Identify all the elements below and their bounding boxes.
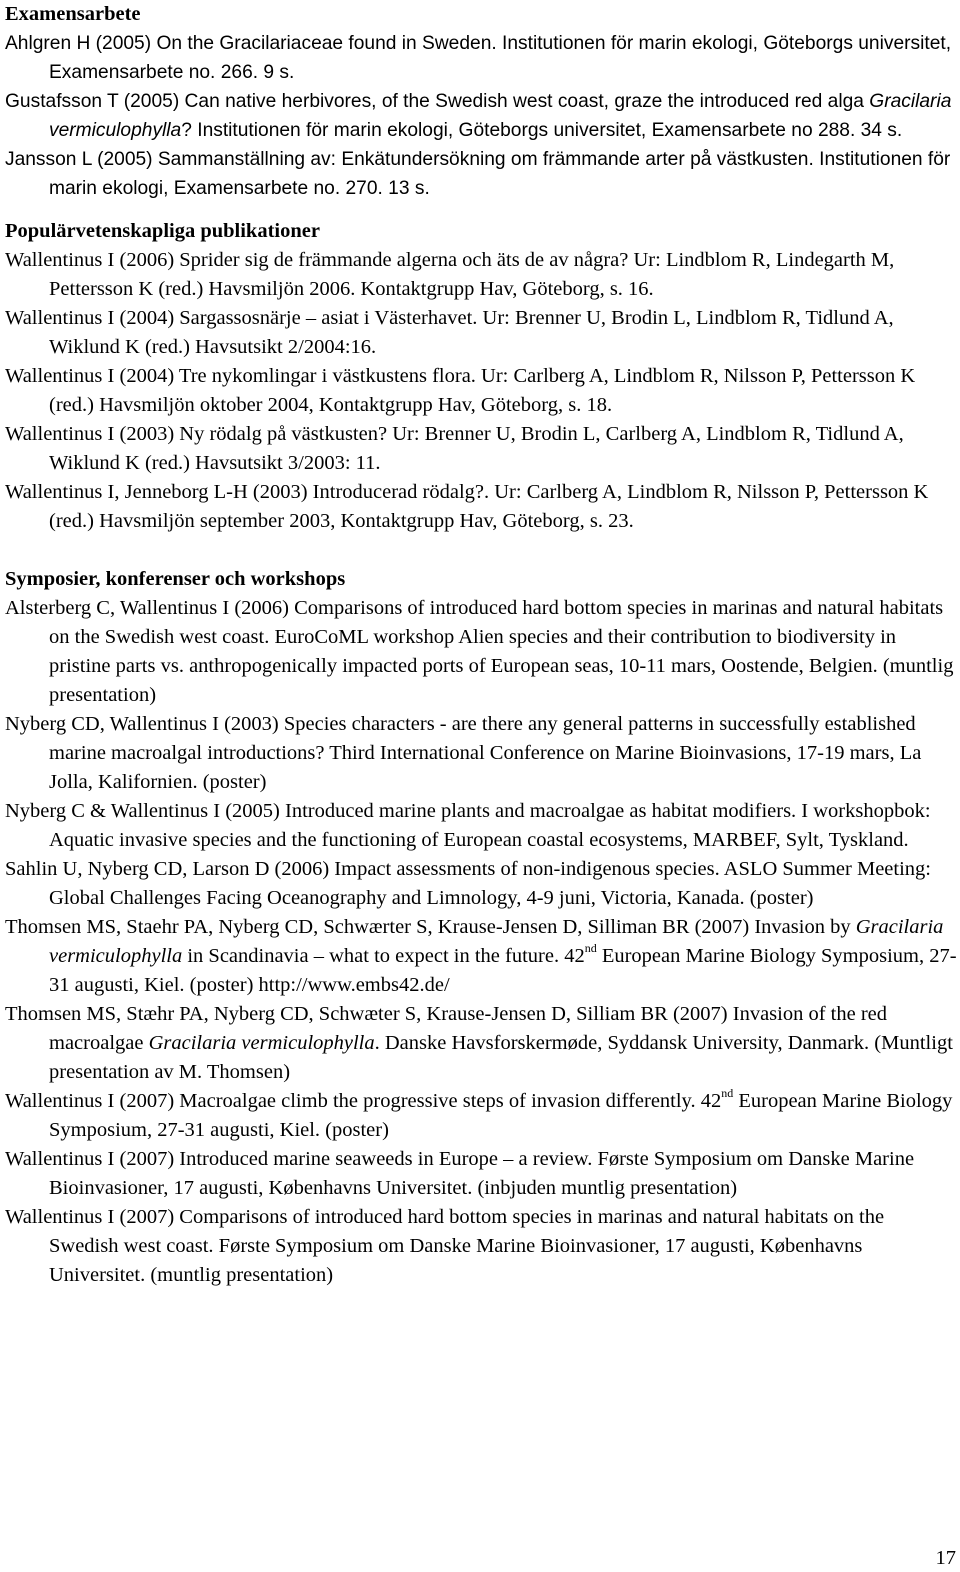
reference-text: Wallentinus I, Jenneborg L-H (2003) Introducerad rödalg?. Ur: Carlberg A, Lindblom R, Nilsson P, Pettersson K (red.) Havsmiljön september 2003, Kontaktgrupp Hav, Göteborg, s. 23. <box>5 481 929 532</box>
reference-entry <box>5 87 957 145</box>
reference-text: European Marine Biology Symposium, 27-31 augusti, Kiel. (poster) <box>49 1090 953 1141</box>
reference-text: in Scandinavia – what to expect in the future. 42 <box>182 945 585 967</box>
reference-text: Jansson L (2005) Sammanställning av: Enkätundersökning om främmande arter på västkusten. Institutionen för marin ekologi, Examensarbete no. 270. 13 s. <box>5 149 951 199</box>
section-heading: Populärvetenskapliga publikationer <box>5 220 320 242</box>
reference-text: Wallentinus I (2007) Macroalgae climb the progressive steps of invasion differently. 42 <box>5 1090 722 1112</box>
reference-entry <box>5 420 957 478</box>
reference-entry <box>5 362 957 420</box>
reference-entry <box>5 594 957 710</box>
ordinal-suffix: nd <box>721 1086 734 1101</box>
reference-text: Wallentinus I (2007) Introduced marine seaweeds in Europe – a review. Første Symposium om Danske Marine Bioinvasioner, 17 augusti, Københavns Universitet. (inbjuden muntlig presentation) <box>5 1148 915 1199</box>
section-symposier-konferenser-workshops <box>5 565 957 1290</box>
reference-text: . Danske Havsforskermøde, Syddansk University, Danmark. (Muntligt presentation av M. Thomsen) <box>49 1032 953 1083</box>
species-name: Gracilaria vermiculophylla <box>49 91 952 141</box>
reference-text: Wallentinus I (2007) Comparisons of introduced hard bottom species in marinas and natural habitats on the Swedish west coast. Første Symposium om Danske Marine Bioinvasioner, 17 augusti, Københavns Universitet. (muntlig presentation) <box>5 1206 885 1286</box>
reference-text: Wallentinus I (2003) Ny rödalg på västkusten? Ur: Brenner U, Brodin L, Carlberg A, Lindblom R, Tidlund A, Wiklund K (red.) Havsutsikt 3/2003: 11. <box>5 423 904 474</box>
reference-list <box>5 594 957 1290</box>
reference-list <box>5 29 957 203</box>
reference-text: Wallentinus I (2004) Tre nykomlingar i västkustens flora. Ur: Carlberg A, Lindblom R, Nilsson P, Pettersson K (red.) Havsmiljön oktober 2004, Kontaktgrupp Hav, Göteborg, s. 18. <box>5 365 916 416</box>
reference-text: ? Institutionen för marin ekologi, Göteborgs universitet, Examensarbete no 288. 34 s. <box>181 120 903 141</box>
section-heading: Symposier, konferenser och workshops <box>5 568 346 590</box>
reference-text: European Marine Biology Symposium, 27-31 augusti, Kiel. (poster) http://www.embs42.de/ <box>49 945 957 996</box>
species-name: Gracilaria vermiculophylla <box>148 1032 375 1054</box>
reference-entry <box>5 855 957 913</box>
reference-entry <box>5 797 957 855</box>
reference-text: Ahlgren H (2005) On the Gracilariaceae found in Sweden. Institutionen för marin ekologi, Göteborgs universitet, Examensarbete no. 266. 9 s. <box>5 33 952 83</box>
section-examensarbete <box>5 0 957 203</box>
reference-text: Alsterberg C, Wallentinus I (2006) Comparisons of introduced hard bottom species in marinas and natural habitats on the Swedish west coast. EuroCoML workshop Alien species and their contribution to biodiversity in pristine parts vs. anthropogenically impacted ports of European seas, 10-11 mars, Oostende, Belgien. (muntlig presentation) <box>5 597 954 706</box>
reference-entry <box>5 29 957 87</box>
ordinal-suffix: nd <box>584 941 597 956</box>
reference-entry <box>5 710 957 797</box>
reference-text: Sahlin U, Nyberg CD, Larson D (2006) Impact assessments of non-indigenous species. ASLO Summer Meeting: Global Challenges Facing Oceanography and Limnology, 4-9 juni, Victoria, Kanada. (poster) <box>5 858 931 909</box>
reference-entry <box>5 1000 957 1087</box>
reference-text: Nyberg C & Wallentinus I (2005) Introduced marine plants and macroalgae as habitat modifiers. I workshopbok: Aquatic invasive species and the functioning of European coastal ecosystems, MARBEF, Sylt, Tyskland. <box>5 800 931 851</box>
reference-text: Wallentinus I (2004) Sargassosnärje – asiat i Västerhavet. Ur: Brenner U, Brodin L, Lindblom R, Tidlund A, Wiklund K (red.) Havsutsikt 2/2004:16. <box>5 307 894 358</box>
reference-entry <box>5 246 957 304</box>
section-heading: Examensarbete <box>5 3 141 25</box>
reference-entry <box>5 1087 957 1145</box>
reference-entry <box>5 304 957 362</box>
reference-text: Thomsen MS, Stæhr PA, Nyberg CD, Schwæter S, Krause-Jensen D, Silliam BR (2007) Invasion of the red macroalgae <box>5 1003 888 1054</box>
reference-entry <box>5 478 957 536</box>
page-number: 17 <box>935 1547 956 1569</box>
reference-text: Thomsen MS, Staehr PA, Nyberg CD, Schwærter S, Krause-Jensen D, Silliman BR (2007) Invasion by <box>5 916 856 938</box>
reference-entry <box>5 1145 957 1203</box>
document-page <box>5 0 957 1290</box>
reference-text: Wallentinus I (2006) Sprider sig de främmande algerna och äts de av några? Ur: Lindblom R, Lindegarth M, Pettersson K (red.) Havsmiljön 2006. Kontaktgrupp Hav, Göteborg, s. 16. <box>5 249 895 300</box>
reference-entry <box>5 913 957 1000</box>
reference-list <box>5 246 957 536</box>
species-name: Gracilaria vermiculophylla <box>49 916 944 967</box>
reference-text: Gustafsson T (2005) Can native herbivores, of the Swedish west coast, graze the introduced red alga <box>5 91 870 112</box>
reference-entry <box>5 1203 957 1290</box>
reference-entry <box>5 145 957 203</box>
reference-text: Nyberg CD, Wallentinus I (2003) Species characters - are there any general patterns in successfully established marine macroalgal introductions? Third International Conference on Marine Bioinvasions, 17-19 mars, La Jolla, Kalifornien. (poster) <box>5 713 922 793</box>
section-popularvetenskapliga-publikationer <box>5 217 957 536</box>
